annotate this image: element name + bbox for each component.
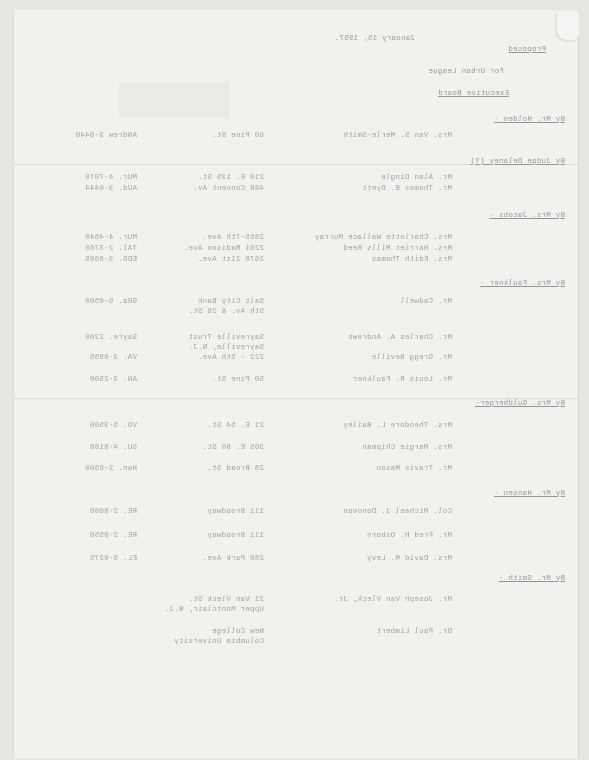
entry-name: Mr. Charles A. Andrews (347, 334, 452, 342)
faded-smudge (119, 82, 229, 118)
entry-name: Mr. Alan Dingle (380, 174, 452, 182)
entry-address: 21 Van Vleck St. (188, 596, 264, 604)
entry-address: New College (211, 628, 264, 636)
entry-name: Mrs. Charlotte Wallace Murray (314, 234, 452, 242)
entry-address: 50 Pine St. (211, 376, 264, 384)
entry-address: Sayreville Trust (188, 334, 264, 342)
entry-address: 488 Convent Av. (192, 185, 264, 193)
entry-phone: MUr. 4-4640 (84, 234, 137, 242)
entry-address: 21 E. 54 St. (207, 422, 264, 430)
entry-name: Mr. Gregg Neville (371, 354, 452, 362)
entry-address: 210 E. 135 St. (197, 174, 264, 182)
entry-address: Upper Montclair, N.J. (164, 606, 264, 614)
fold-line (14, 398, 578, 399)
entry-phone: AUd. 3-0444 (84, 185, 137, 193)
entry-phone: GRa. 5-0500 (84, 298, 137, 306)
entry-name: Mrs. David M. Levy (366, 555, 452, 563)
entry-phone: AN. 3-2500 (89, 376, 137, 384)
entry-phone: MUr. 4-7070 (84, 174, 137, 182)
entry-name: Mrs. Harriet Mills Reed (343, 245, 452, 253)
title-urban-league: for Urban League (428, 68, 504, 76)
group-label: By Mr. Smith - (498, 575, 565, 583)
entry-phone: TAl. 2-3760 (84, 245, 137, 253)
group-label: By Mr. Holden - (493, 116, 565, 124)
entry-name: Mr. Thomas B. Dyett (362, 185, 452, 193)
entry-address: 280 Park Ave. (202, 555, 264, 563)
group-label: By Judge Delaney (?) (470, 158, 565, 166)
entry-address: Sayreville, N.J. (188, 344, 264, 352)
entry-phone: Han. 2-6500 (84, 465, 137, 473)
entry-name: Mr. Joseph Van Vleck, Jr. (333, 596, 452, 604)
group-label: By Mrs. Guldberger- (475, 400, 565, 408)
entry-address: Columbia University (174, 638, 264, 646)
group-label: By Mrs. Jacobs - (489, 212, 565, 220)
entry-address: 2865-7th Ave. (202, 234, 264, 242)
entry-name: Mr. Travis Mason (376, 465, 452, 473)
entry-address: 2261 Madison Ave. (183, 245, 264, 253)
group-label: By Mr. Hansen - (493, 490, 565, 498)
entry-address: 60 Pine St. (211, 132, 264, 140)
entry-phone: SU. 4-8188 (89, 444, 137, 452)
entry-name: Mr. Fred H. Osborn (366, 532, 452, 540)
entry-address: 222 - 5th Ave. (197, 354, 264, 362)
entry-address: 111 Broadway (207, 508, 264, 516)
entry-address: 2670 21st Ave. (197, 256, 264, 264)
entry-phone: EL. 5-0275 (89, 555, 137, 563)
entry-address: Salt City Bank (197, 298, 264, 306)
entry-name: Dr. Paul Limbert (376, 628, 452, 636)
entry-phone: Sayre. 2200 (84, 334, 137, 342)
entry-name: Col. Michael J. Donovan (343, 508, 452, 516)
date-line: January 15, 1957. (334, 35, 415, 43)
title-proposed: Proposed (508, 46, 546, 54)
entry-name: Mrs. Theodore L. Bailey (343, 422, 452, 430)
entry-name: Mr. Louis R. Faulkner (352, 376, 452, 384)
entry-phone: VA. 3-0955 (89, 354, 137, 362)
entry-address: 111 Broadway (207, 532, 264, 540)
entry-address: 5th Av. & 26 St. (188, 308, 264, 316)
title-executive-board: Executive Board (437, 90, 509, 98)
entry-address: 28 Broad St. (207, 465, 264, 473)
entry-phone: RE. 2-0550 (89, 532, 137, 540)
entry-name: Mr. Cadwell (399, 298, 452, 306)
entry-address: 305 E. 86 St. (202, 444, 264, 452)
entry-phone: EDG. 3-8605 (84, 256, 137, 264)
group-label: By Mrs. Faulkner - (479, 280, 565, 288)
fold-line (14, 164, 578, 165)
entry-phone: RE. 2-8080 (89, 508, 137, 516)
entry-name: Mrs. Van S. Merle-Smith (343, 132, 452, 140)
entry-phone: VO. 5-3500 (89, 422, 137, 430)
entry-phone: ANdrew 3-0440 (75, 132, 137, 140)
entry-name: Mrs. Margie Chipman (362, 444, 452, 452)
entry-name: Mrs. Edith Thomas (371, 256, 452, 264)
